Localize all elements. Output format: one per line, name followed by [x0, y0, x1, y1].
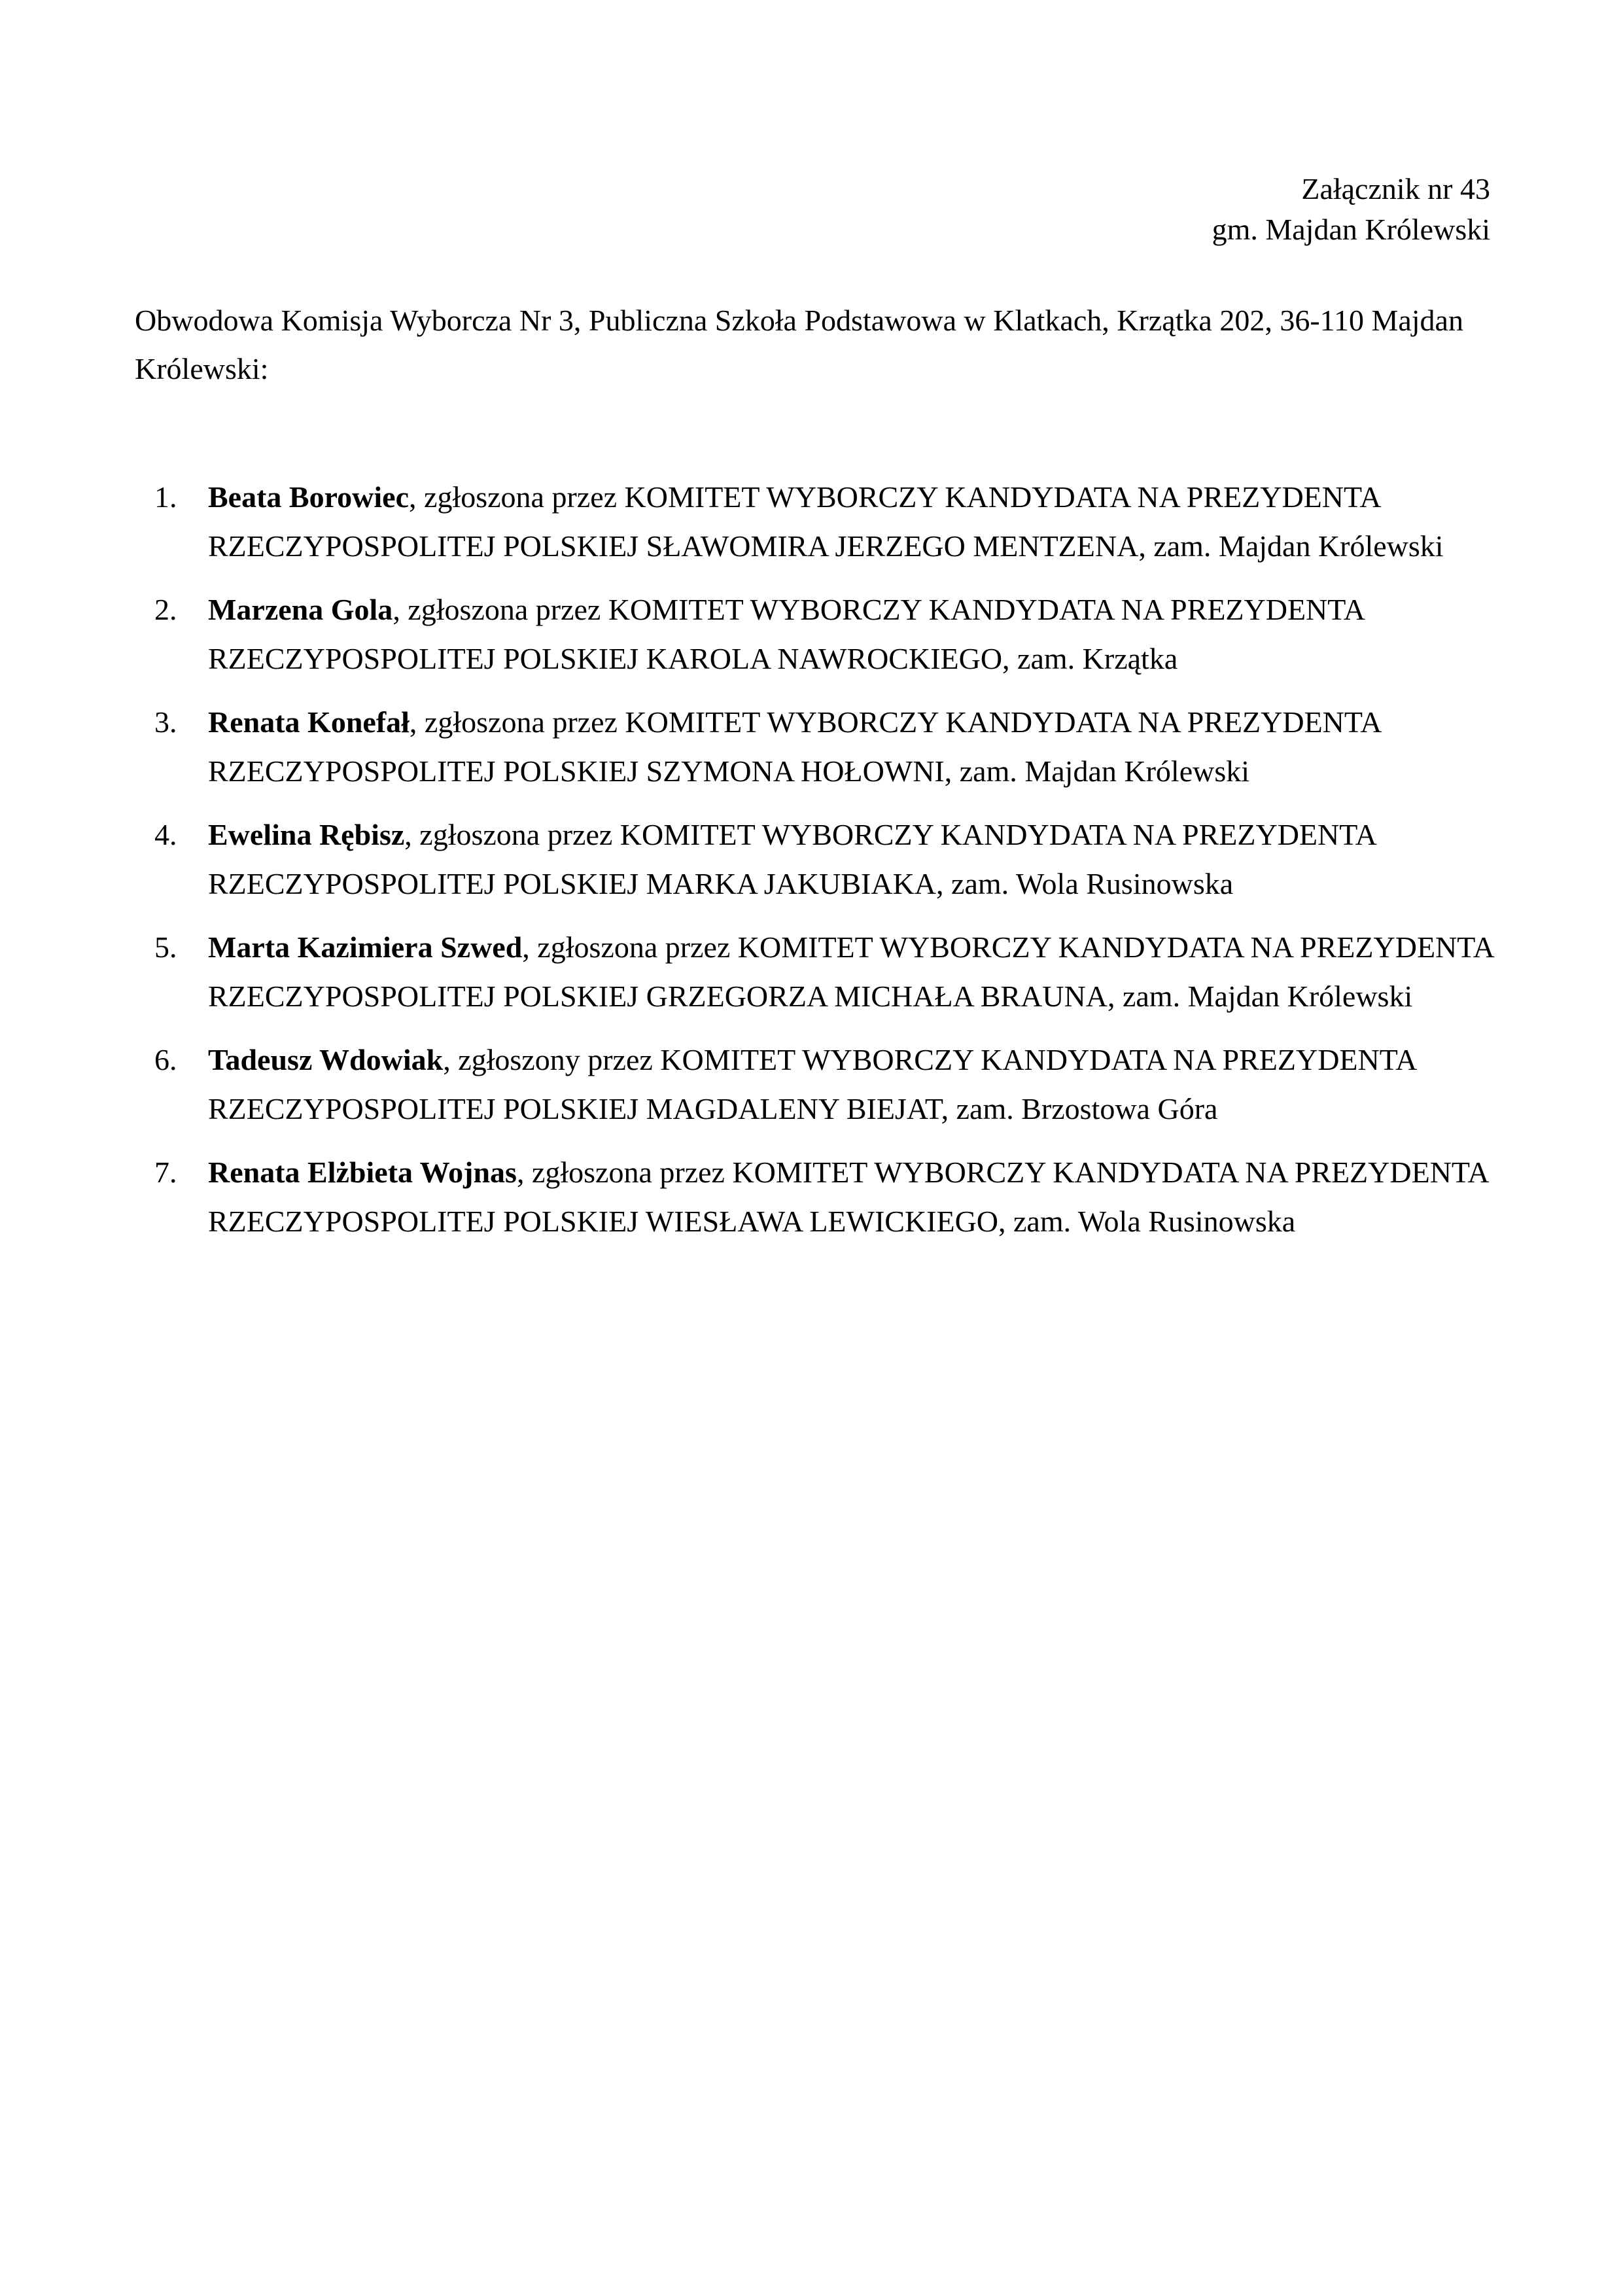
- member-details: , zgłoszona przez KOMITET WYBORCZY KANDYDATA NA PREZYDENTA RZECZYPOSPOLITEJ POLSKIEJ SŁAWOMIRA JERZEGO MENTZENA, zam. Majdan Królewski: [208, 480, 1444, 563]
- member-name: Marzena Gola: [208, 593, 393, 626]
- item-number: 1.: [154, 480, 177, 514]
- list-item: [135, 923, 1502, 1021]
- member-details: , zgłoszona przez KOMITET WYBORCZY KANDYDATA NA PREZYDENTA RZECZYPOSPOLITEJ POLSKIEJ MARKA JAKUBIAKA, zam. Wola Rusinowska: [208, 818, 1376, 900]
- list-item: [135, 585, 1502, 683]
- member-details: , zgłoszona przez KOMITET WYBORCZY KANDYDATA NA PREZYDENTA RZECZYPOSPOLITEJ POLSKIEJ GRZEGORZA MICHAŁA BRAUNA, zam. Majdan Królewski: [208, 930, 1493, 1013]
- member-name: Ewelina Rębisz: [208, 818, 405, 851]
- member-details: , zgłoszona przez KOMITET WYBORCZY KANDYDATA NA PREZYDENTA RZECZYPOSPOLITEJ POLSKIEJ KAROLA NAWROCKIEGO, zam. Krzątka: [208, 593, 1364, 675]
- document-header: [1212, 169, 1490, 250]
- list-item: [135, 698, 1502, 796]
- item-number: 3.: [154, 705, 177, 739]
- list-item: [135, 1148, 1502, 1246]
- member-name: Renata Konefał: [208, 705, 410, 739]
- members-list: [135, 472, 1502, 1260]
- member-details: , zgłoszona przez KOMITET WYBORCZY KANDYDATA NA PREZYDENTA RZECZYPOSPOLITEJ POLSKIEJ WIESŁAWA LEWICKIEGO, zam. Wola Rusinowska: [208, 1156, 1488, 1238]
- member-name: Tadeusz Wdowiak: [208, 1043, 444, 1076]
- member-name: Renata Elżbieta Wojnas: [208, 1156, 517, 1189]
- item-number: 2.: [154, 593, 177, 626]
- item-number: 7.: [154, 1156, 177, 1189]
- member-details: , zgłoszona przez KOMITET WYBORCZY KANDYDATA NA PREZYDENTA RZECZYPOSPOLITEJ POLSKIEJ SZYMONA HOŁOWNI, zam. Majdan Królewski: [208, 705, 1380, 788]
- list-item: [135, 810, 1502, 908]
- item-number: 5.: [154, 930, 177, 964]
- member-name: Beata Borowiec: [208, 480, 410, 514]
- list-item: [135, 472, 1502, 571]
- attachment-number: Załącznik nr 43: [1301, 172, 1490, 205]
- committee-description: Obwodowa Komisja Wyborcza Nr 3, Publiczna Szkoła Podstawowa w Klatkach, Krzątka 202, 36-110 Majdan Królewski:: [135, 304, 1463, 385]
- member-details: , zgłoszony przez KOMITET WYBORCZY KANDYDATA NA PREZYDENTA RZECZYPOSPOLITEJ POLSKIEJ MAGDALENY BIEJAT, zam. Brzostowa Góra: [208, 1043, 1416, 1125]
- item-number: 4.: [154, 818, 177, 851]
- list-item: [135, 1035, 1502, 1133]
- municipality-name: gm. Majdan Królewski: [1212, 213, 1490, 246]
- item-number: 6.: [154, 1043, 177, 1076]
- member-name: Marta Kazimiera Szwed: [208, 930, 523, 964]
